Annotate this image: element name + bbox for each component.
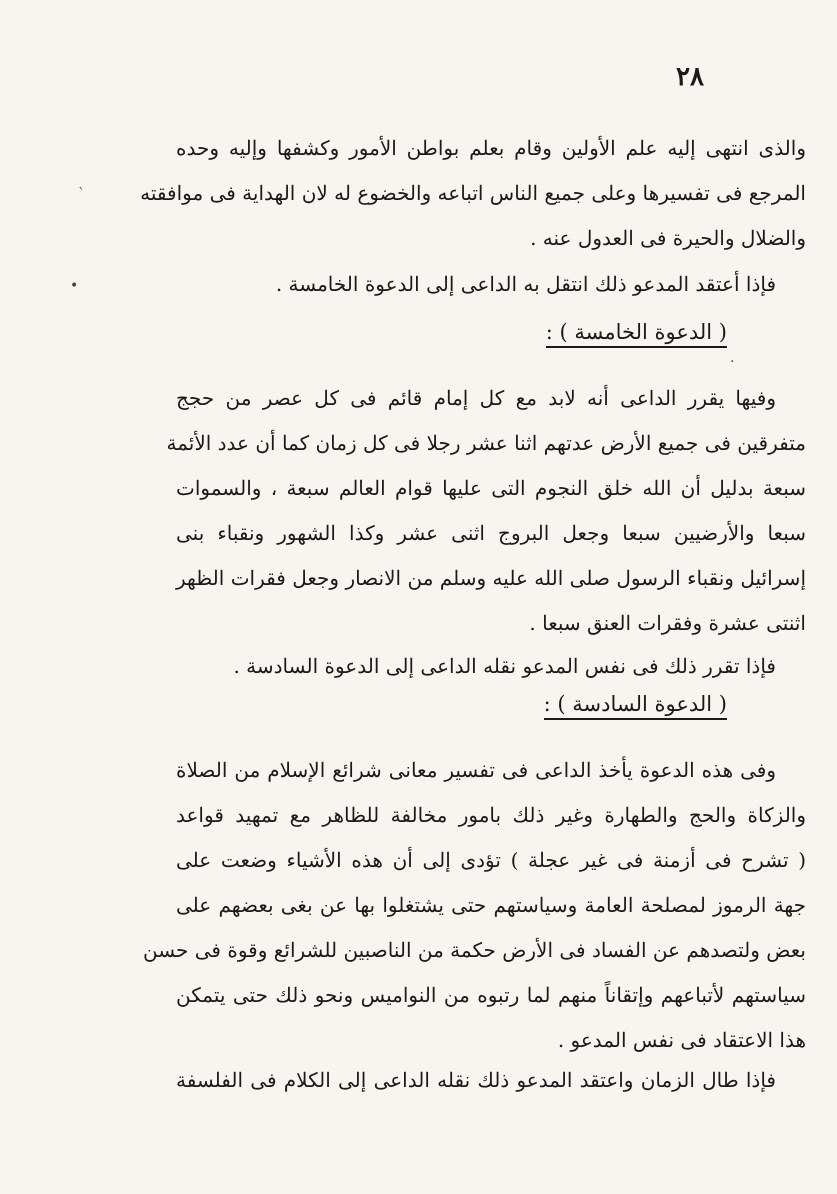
- section-heading-5: [546, 320, 727, 344]
- text-line: والضلال والحيرة فى العدول عنه .: [530, 226, 806, 250]
- text-line: إسرائيل ونقباء الرسول صلى الله عليه وسلم من الانصار وجعل فقرات الظهر: [176, 566, 806, 590]
- paragraph-4: [176, 644, 806, 689]
- text-line: سبعة بدليل أن الله خلق النجوم التى عليها قوام العالم سبعة ، والسموات: [176, 476, 806, 500]
- text-line: فإذا تقرر ذلك فى نفس المدعو نقله الداعى إلى الدعوة السادسة .: [233, 654, 776, 678]
- text-line: هذا الاعتقاد فى نفس المدعو .: [557, 1028, 806, 1052]
- text-line: المرجع فى تفسيرها وعلى جميع الناس اتباعه والخضوع له لان الهداية فى موافقته: [140, 181, 806, 205]
- text-line: والزكاة والحج والطهارة وغير ذلك بامور مخالفة للظاهر مع تمهيد قواعد: [176, 803, 806, 827]
- paragraph-5: [142, 748, 806, 1063]
- text-line: والذى انتهى إليه علم الأولين وقام بعلم بواطن الأمور وكشفها وإليه وحده: [176, 136, 806, 160]
- margin-mark: `: [78, 186, 85, 202]
- text-line: وفيها يقرر الداعى أنه لابد مع كل إمام قائم فى كل عصر من حجج: [176, 386, 776, 410]
- text-line: سبعا والأرضيين سبعا وجعل البروج اثنى عشر وكذا الشهور ونقباء بنى: [176, 521, 806, 545]
- text-line: ( تشرح فى أزمنة فى غير عجلة ) تؤدى إلى أن هذه الأشياء وضعت على: [176, 848, 806, 872]
- text-line: فإذا أعتقد المدعو ذلك انتقل به الداعى إلى الدعوة الخامسة .: [275, 272, 776, 296]
- paragraph-1: [140, 126, 806, 261]
- heading-text: ( الدعوة السادسة ) :: [544, 692, 727, 720]
- paragraph-3: [166, 376, 806, 646]
- margin-mark: .: [730, 350, 735, 366]
- margin-mark: •: [70, 278, 79, 294]
- text-line: بعض ولتصدهم عن الفساد فى الأرض حكمة من الناصبين للشرائع وقوة فى حسن: [142, 938, 806, 962]
- heading-text: ( الدعوة الخامسة ) :: [546, 320, 727, 348]
- page-number: ٢٨: [676, 62, 704, 92]
- paragraph-6: [176, 1058, 806, 1103]
- text-line: جهة الرموز لمصلحة العامة وسياستهم حتى يشتغلوا بها عن بغى بعضهم على: [176, 893, 806, 917]
- text-line: فإذا طال الزمان واعتقد المدعو ذلك نقله الداعى إلى الكلام فى الفلسفة: [176, 1068, 776, 1092]
- text-line: اثنتى عشرة وفقرات العنق سبعا .: [529, 611, 806, 635]
- text-line: سياستهم لأتباعهم وإتقاناً منهم لما رتبوه من النواميس ونحو ذلك حتى يتمكن: [176, 983, 806, 1007]
- paragraph-2: [176, 262, 806, 307]
- text-line: متفرقين فى جميع الأرض عدتهم اثنا عشر رجلا فى كل زمان كما أن عدد الأئمة: [166, 431, 806, 455]
- section-heading-6: [544, 692, 727, 716]
- text-line: وفى هذه الدعوة يأخذ الداعى فى تفسير معانى شرائع الإسلام من الصلاة: [176, 758, 776, 782]
